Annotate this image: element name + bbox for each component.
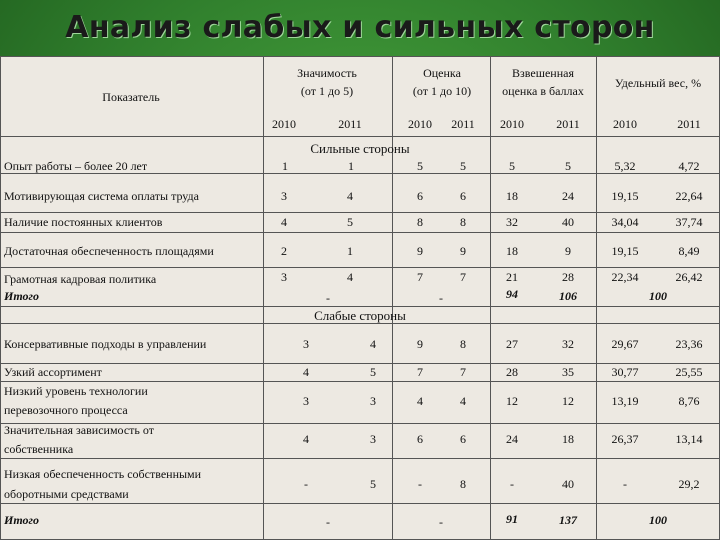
table-cell: 3 bbox=[303, 394, 309, 408]
table-cell: 8 bbox=[417, 215, 423, 229]
table-cell: 25,55 bbox=[675, 365, 703, 379]
slide-title: Анализ слабых и сильных сторон bbox=[65, 10, 655, 45]
header-indicator: Показатель bbox=[102, 90, 160, 104]
table-cell: 4 bbox=[347, 189, 353, 203]
table-cell: 9 bbox=[460, 244, 466, 258]
row-label: Опыт работы – более 20 лет bbox=[4, 159, 148, 173]
year-2011: 2011 bbox=[677, 117, 701, 131]
table-cell: 13,19 bbox=[611, 394, 639, 408]
table-cell: 3 bbox=[281, 189, 287, 203]
row-label: собственника bbox=[4, 442, 74, 456]
table-cell: 4 bbox=[347, 270, 353, 284]
table-cell: 35 bbox=[562, 365, 574, 379]
table-cell: 40 bbox=[562, 215, 574, 229]
table-cell: 28 bbox=[506, 365, 518, 379]
table-cell: 32 bbox=[506, 215, 518, 229]
table-cell: 5 bbox=[509, 159, 515, 173]
header-score: Оценка bbox=[423, 66, 461, 80]
table-rule bbox=[0, 381, 720, 382]
year-2010: 2010 bbox=[272, 117, 296, 131]
table-cell: 19,15 bbox=[611, 244, 639, 258]
row-label: оборотными средствами bbox=[4, 487, 129, 501]
header-score-range: (от 1 до 10) bbox=[412, 84, 472, 98]
table-cell: 24 bbox=[562, 189, 574, 203]
table-rule bbox=[0, 323, 720, 324]
table-rule bbox=[0, 173, 720, 174]
table-cell: 6 bbox=[417, 432, 423, 446]
header-weighted-sub: оценка в баллах bbox=[502, 84, 584, 98]
table-cell: 5,32 bbox=[614, 159, 636, 173]
table-cell: 12 bbox=[562, 394, 574, 408]
table-cell: 5 bbox=[417, 159, 423, 173]
total-significance: - bbox=[326, 515, 330, 529]
table-cell: 4 bbox=[460, 394, 466, 408]
total-score: - bbox=[439, 515, 443, 529]
row-label: Значительная зависимость от bbox=[4, 423, 154, 437]
table-cell: - bbox=[304, 477, 308, 491]
table-cell: 9 bbox=[565, 244, 571, 258]
table-cell: 5 bbox=[460, 159, 466, 173]
table-cell: - bbox=[623, 477, 627, 491]
header-significance-range: (от 1 до 5) bbox=[300, 84, 354, 98]
column-rule bbox=[490, 56, 491, 540]
table-rule bbox=[0, 232, 720, 233]
table-cell: 23,36 bbox=[675, 337, 703, 351]
year-2010: 2010 bbox=[408, 117, 432, 131]
column-rule bbox=[392, 56, 393, 540]
table-cell: 32 bbox=[562, 337, 574, 351]
year-2010: 2010 bbox=[500, 117, 524, 131]
total-label: Итого bbox=[4, 513, 39, 527]
table-border bbox=[0, 56, 1, 540]
table-cell: 3 bbox=[370, 394, 376, 408]
section-label-weak: Слабые стороны bbox=[314, 308, 406, 323]
table-cell: 26,42 bbox=[675, 270, 703, 284]
table-cell: 4 bbox=[303, 365, 309, 379]
table-cell: 4 bbox=[303, 432, 309, 446]
table-rule bbox=[0, 212, 720, 213]
table-cell: 4 bbox=[281, 215, 287, 229]
table-cell: - bbox=[418, 477, 422, 491]
table-cell: 6 bbox=[460, 189, 466, 203]
header-significance: Значимость bbox=[297, 66, 357, 80]
table-border bbox=[0, 56, 720, 57]
table-cell: 24 bbox=[506, 432, 518, 446]
total-weighted-2010: 91 bbox=[506, 512, 518, 526]
table-cell: 5 bbox=[347, 215, 353, 229]
table-cell: 29,67 bbox=[611, 337, 639, 351]
table-rule bbox=[0, 136, 720, 137]
row-label: Узкий ассортимент bbox=[4, 365, 102, 379]
year-2011: 2011 bbox=[451, 117, 475, 131]
column-rule bbox=[263, 56, 264, 540]
table-cell: 34,04 bbox=[611, 215, 639, 229]
row-label: Низкий уровень технологии bbox=[4, 384, 148, 398]
total-weighted-2011: 106 bbox=[559, 289, 577, 303]
table-rule bbox=[0, 503, 720, 504]
table-cell: 7 bbox=[417, 270, 423, 284]
table-cell: 22,64 bbox=[675, 189, 703, 203]
row-label: Наличие постоянных клиентов bbox=[4, 215, 163, 229]
row-label: Грамотная кадровая политика bbox=[4, 272, 157, 286]
total-score: - bbox=[439, 291, 443, 305]
header-share: Удельный вес, % bbox=[614, 76, 702, 90]
table-cell: 37,74 bbox=[675, 215, 703, 229]
table-cell: 28 bbox=[562, 270, 574, 284]
table-cell: 8 bbox=[460, 215, 466, 229]
table-cell: 30,77 bbox=[611, 365, 639, 379]
table-cell: 9 bbox=[417, 244, 423, 258]
table-cell: 8 bbox=[460, 477, 466, 491]
table-cell: 22,34 bbox=[611, 270, 639, 284]
table-cell: 1 bbox=[348, 159, 354, 173]
row-label: перевозочного процесса bbox=[4, 403, 128, 417]
total-share: 100 bbox=[649, 513, 667, 527]
table-cell: 18 bbox=[506, 189, 518, 203]
table-cell: 3 bbox=[370, 432, 376, 446]
column-rule bbox=[596, 56, 597, 540]
table-cell: 1 bbox=[347, 244, 353, 258]
total-weighted-2010: 94 bbox=[506, 287, 518, 301]
header-weighted: Взвешенная bbox=[512, 66, 574, 80]
year-2011: 2011 bbox=[338, 117, 362, 131]
table-rule bbox=[0, 306, 720, 307]
table-rule bbox=[0, 267, 720, 268]
year-2010: 2010 bbox=[613, 117, 637, 131]
total-significance: - bbox=[326, 291, 330, 305]
table-cell: 12 bbox=[506, 394, 518, 408]
table-cell: 19,15 bbox=[611, 189, 639, 203]
table-cell: 5 bbox=[370, 365, 376, 379]
table-cell: 1 bbox=[282, 159, 288, 173]
table-cell: 6 bbox=[417, 189, 423, 203]
table-cell: 9 bbox=[417, 337, 423, 351]
total-weighted-2011: 137 bbox=[559, 513, 577, 527]
row-label: Достаточная обеспеченность площадями bbox=[4, 244, 214, 258]
table-cell: 3 bbox=[281, 270, 287, 284]
table-cell: 21 bbox=[506, 270, 518, 284]
year-2011: 2011 bbox=[556, 117, 580, 131]
table-cell: 18 bbox=[562, 432, 574, 446]
table-rule bbox=[0, 458, 720, 459]
table-cell: 26,37 bbox=[611, 432, 639, 446]
table-cell: 8,49 bbox=[678, 244, 700, 258]
table-cell: 29,2 bbox=[678, 477, 700, 491]
table-cell: 8 bbox=[460, 337, 466, 351]
table-cell: 3 bbox=[303, 337, 309, 351]
table-cell: 5 bbox=[370, 477, 376, 491]
table-cell: 8,76 bbox=[678, 394, 700, 408]
row-label: Мотивирующая система оплаты труда bbox=[4, 189, 199, 203]
table-cell: 4 bbox=[370, 337, 376, 351]
table-cell: 7 bbox=[460, 270, 466, 284]
table-cell: 27 bbox=[506, 337, 518, 351]
row-label: Низкая обеспеченность собственными bbox=[4, 467, 202, 481]
total-share: 100 bbox=[649, 289, 667, 303]
analysis-table bbox=[0, 56, 720, 540]
table-cell: 2 bbox=[281, 244, 287, 258]
row-label: Консервативные подходы в управлении bbox=[4, 337, 207, 351]
table-cell: 18 bbox=[506, 244, 518, 258]
table-cell: - bbox=[510, 477, 514, 491]
table-cell: 4 bbox=[417, 394, 423, 408]
table-rule bbox=[0, 363, 720, 364]
table-cell: 5 bbox=[565, 159, 571, 173]
total-label: Итого bbox=[4, 289, 39, 303]
table-cell: 4,72 bbox=[678, 159, 700, 173]
table-cell: 40 bbox=[562, 477, 574, 491]
section-label-strong: Сильные стороны bbox=[310, 141, 410, 156]
table-cell: 7 bbox=[417, 365, 423, 379]
table-cell: 13,14 bbox=[675, 432, 703, 446]
table-cell: 7 bbox=[460, 365, 466, 379]
table-cell: 6 bbox=[460, 432, 466, 446]
